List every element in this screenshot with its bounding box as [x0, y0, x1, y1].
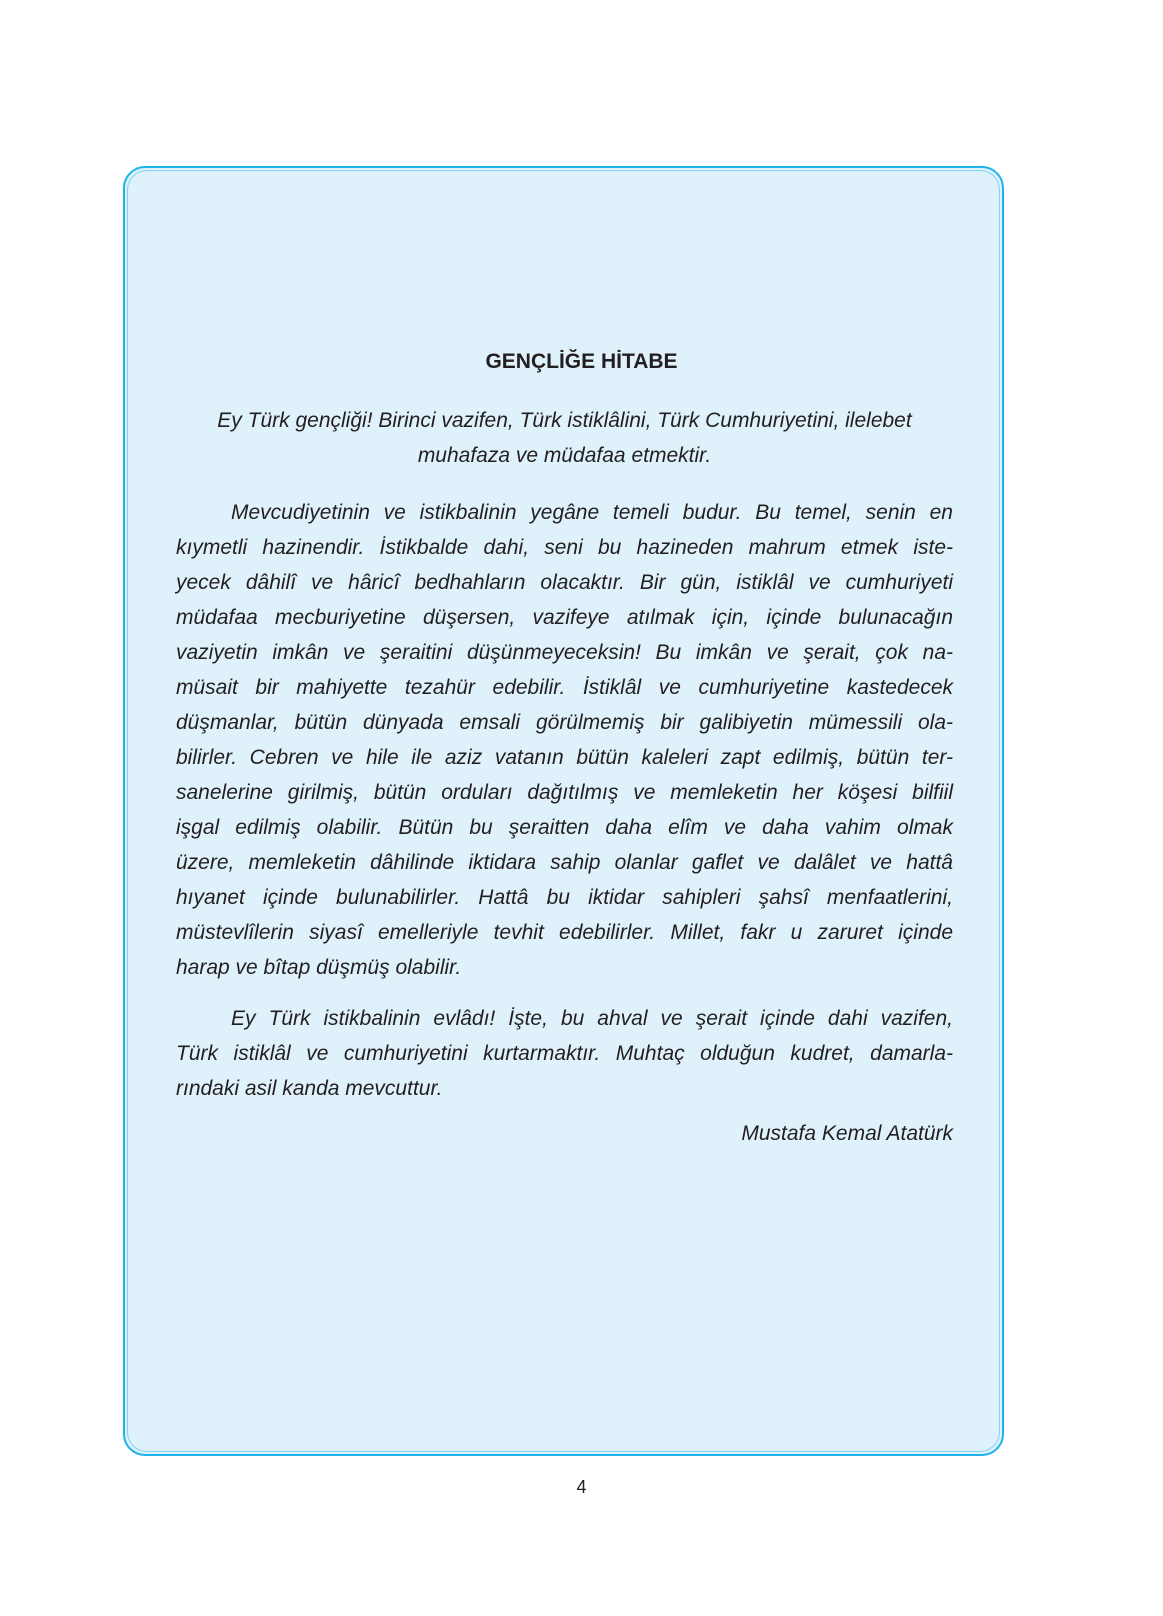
text-line: düşmanlar, bütün dünyada emsali görülmemiş bir galibiyetin mümessili ola-	[176, 711, 953, 734]
text-line: müdafaa mecburiyetine düşersen, vazifeye atılmak için, içinde bulunacağın	[176, 606, 953, 629]
text-line: Türk istiklâl ve cumhuriyetini kurtarmaktır. Muhtaç olduğun kudret, damarla-	[176, 1042, 953, 1065]
text-line: üzere, memleketin dâhilinde iktidara sahip olanlar gaflet ve dalâlet ve hattâ	[176, 851, 953, 874]
text-line: vaziyetin imkân ve şeraitini düşünmeyeceksin! Bu imkân ve şerait, çok na-	[176, 641, 953, 664]
page-title: GENÇLİĞE HİTABE	[485, 350, 678, 373]
text-line: yecek dâhilî ve hâricî bedhahların olacaktır. Bir gün, istiklâl ve cumhuriyeti	[176, 571, 953, 594]
text-line: Mevcudiyetinin ve istikbalinin yegâne temeli budur. Bu temel, senin en	[231, 501, 953, 524]
text-line: işgal edilmiş olabilir. Bütün bu şeraitten daha elîm ve daha vahim olmak	[176, 816, 953, 839]
paragraph-1	[176, 495, 953, 985]
text-line: muhafaza ve müdafaa etmektir.	[417, 444, 712, 467]
signature: Mustafa Kemal Atatürk	[741, 1122, 953, 1145]
text-line: harap ve bîtap düşmüş olabilir.	[176, 956, 462, 979]
text-line: Ey Türk istikbalinin evlâdı! İşte, bu ahval ve şerait içinde dahi vazifen,	[231, 1007, 953, 1030]
text-line: sanelerine girilmiş, bütün orduları dağıtılmış ve memleketin her köşesi bilfiil	[176, 781, 953, 804]
text-line: rındaki asil kanda mevcuttur.	[176, 1077, 443, 1100]
intro-paragraph	[176, 403, 953, 473]
page-number: 4	[576, 1477, 587, 1497]
text-line: kıymetli hazinendir. İstikbalde dahi, seni bu hazineden mahrum etmek iste-	[176, 536, 953, 559]
text-line: müsait bir mahiyette tezahür edebilir. İstiklâl ve cumhuriyetine kastedecek	[176, 676, 953, 699]
text-line: hıyanet içinde bulunabilirler. Hattâ bu iktidar sahipleri şahsî menfaatlerini,	[176, 886, 953, 909]
text-line: müstevlîlerin siyasî emelleriyle tevhit edebilirler. Millet, fakr u zaruret içinde	[176, 921, 953, 944]
text-line: bilirler. Cebren ve hile ile aziz vatanın bütün kaleleri zapt edilmiş, bütün ter-	[176, 746, 953, 769]
text-line: Ey Türk gençliği! Birinci vazifen, Türk istiklâlini, Türk Cumhuriyetini, ilelebet	[217, 409, 912, 432]
paragraph-2	[176, 1001, 953, 1106]
